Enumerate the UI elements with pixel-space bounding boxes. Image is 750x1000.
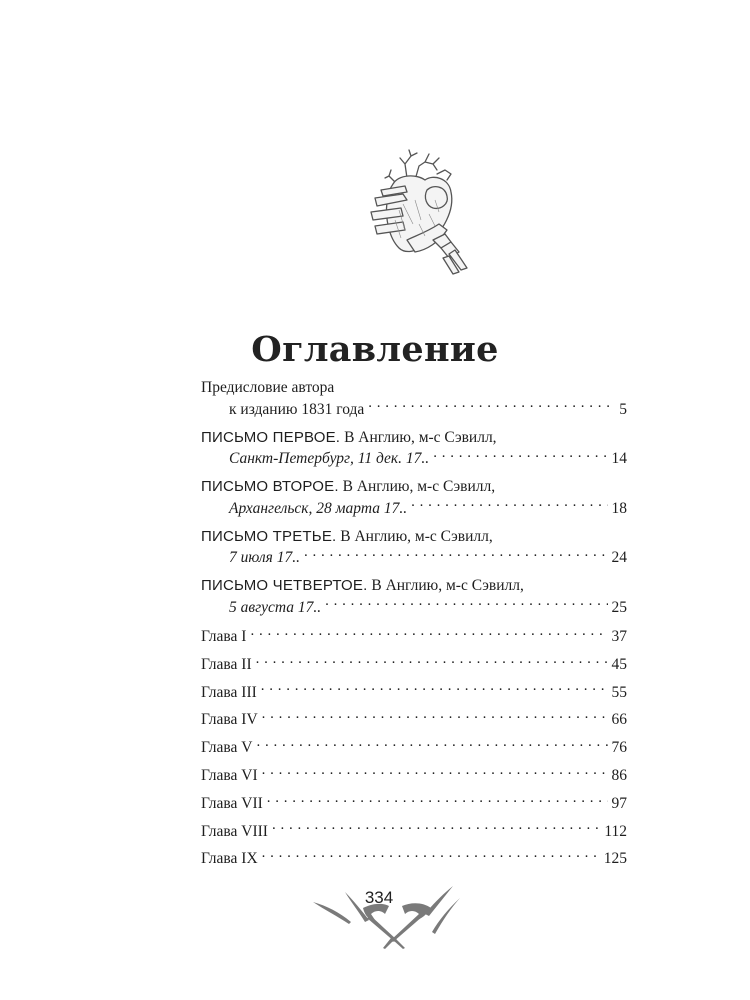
toc-chapter-label: Глава IV [201, 711, 258, 729]
dot-leader [256, 737, 607, 753]
toc-entry-preface[interactable] [201, 378, 627, 420]
toc-chapter-label: Глава IX [201, 850, 258, 868]
table-of-contents [201, 378, 627, 876]
toc-chapter-1[interactable] [201, 626, 627, 654]
toc-chapter-5[interactable] [201, 737, 627, 765]
toc-page-number: 18 [611, 499, 627, 517]
toc-entry-subtitle: 5 августа 17.. [229, 598, 322, 616]
page-title: Оглавление [251, 329, 499, 371]
toc-page-number: 37 [611, 628, 627, 645]
dot-leader [411, 497, 607, 513]
toc-entry-heading: ПИСЬМО ВТОРОЕ. [201, 478, 339, 495]
toc-entry-letter-2[interactable] [201, 477, 627, 519]
page-number: 334 [364, 888, 394, 907]
toc-chapter-label: Глава V [201, 739, 253, 757]
dot-leader [267, 792, 608, 808]
dot-leader [262, 709, 608, 725]
toc-chapter-3[interactable] [201, 681, 627, 709]
toc-entry-heading-rest: В Англию, м-с Сэвилл, [338, 478, 496, 495]
toc-page-number: 25 [611, 598, 627, 616]
toc-chapter-label: Глава VII [201, 794, 263, 812]
toc-chapter-label: Глава VIII [201, 822, 268, 840]
toc-entry-subtitle: Архангельск, 28 марта 17.. [229, 499, 408, 517]
toc-chapter-label: Глава VI [201, 766, 258, 784]
toc-chapter-9[interactable] [201, 848, 627, 876]
dot-leader [261, 681, 608, 697]
toc-entry-letter-4[interactable] [201, 576, 627, 618]
toc-page-number: 24 [611, 549, 627, 566]
toc-chapter-7[interactable] [201, 792, 627, 820]
toc-entry-subtitle: к изданию 1831 года [229, 400, 365, 418]
toc-entry-heading: ПИСЬМО ПЕРВОЕ. [201, 428, 341, 446]
toc-page-number: 76 [611, 739, 627, 757]
toc-entry-heading: Предисловие автора [201, 379, 335, 396]
toc-chapter-8[interactable] [201, 820, 627, 848]
toc-page-number: 5 [619, 400, 627, 418]
toc-page-number: 97 [611, 794, 627, 812]
toc-chapter-6[interactable] [201, 764, 627, 792]
toc-entry-letter-1[interactable] [201, 428, 627, 470]
toc-chapter-2[interactable] [201, 653, 627, 681]
toc-chapter-label: Глава II [201, 655, 252, 673]
toc-entry-subtitle: Санкт-Петербург, 11 дек. 17.. [229, 450, 430, 467]
toc-entry-letter-3[interactable] [201, 527, 627, 569]
toc-page-number: 125 [603, 850, 627, 868]
toc-chapter-label: Глава III [201, 683, 257, 701]
toc-chapter-4[interactable] [201, 709, 627, 737]
toc-entry-heading: ПИСЬМО ТРЕТЬЕ. [201, 527, 337, 545]
toc-entry-subtitle: 7 июля 17.. [229, 549, 301, 566]
toc-page-number: 112 [604, 822, 627, 840]
dot-leader [368, 398, 615, 414]
dot-leader [433, 448, 607, 464]
toc-page-number: 66 [611, 711, 627, 729]
anatomical-heart-icon [355, 140, 475, 275]
dot-leader [325, 596, 607, 612]
toc-page-number: 14 [611, 450, 627, 467]
toc-page-number: 45 [611, 655, 627, 673]
toc-entry-heading: ПИСЬМО ЧЕТВЕРТОЕ. [201, 577, 368, 594]
dot-leader [304, 547, 607, 563]
toc-entry-heading-rest: В Англию, м-с Сэвилл, [367, 577, 524, 594]
dot-leader [262, 848, 600, 864]
toc-page-number: 55 [611, 683, 627, 701]
toc-entry-heading-rest: В Англию, м-с Сэвилл, [336, 527, 493, 545]
toc-chapter-label: Глава I [201, 628, 247, 645]
dot-leader [256, 653, 608, 669]
dot-leader [262, 764, 608, 780]
dot-leader [250, 626, 607, 642]
toc-page-number: 86 [611, 766, 627, 784]
dot-leader [272, 820, 600, 836]
toc-entry-heading-rest: В Англию, м-с Сэвилл, [340, 428, 497, 446]
